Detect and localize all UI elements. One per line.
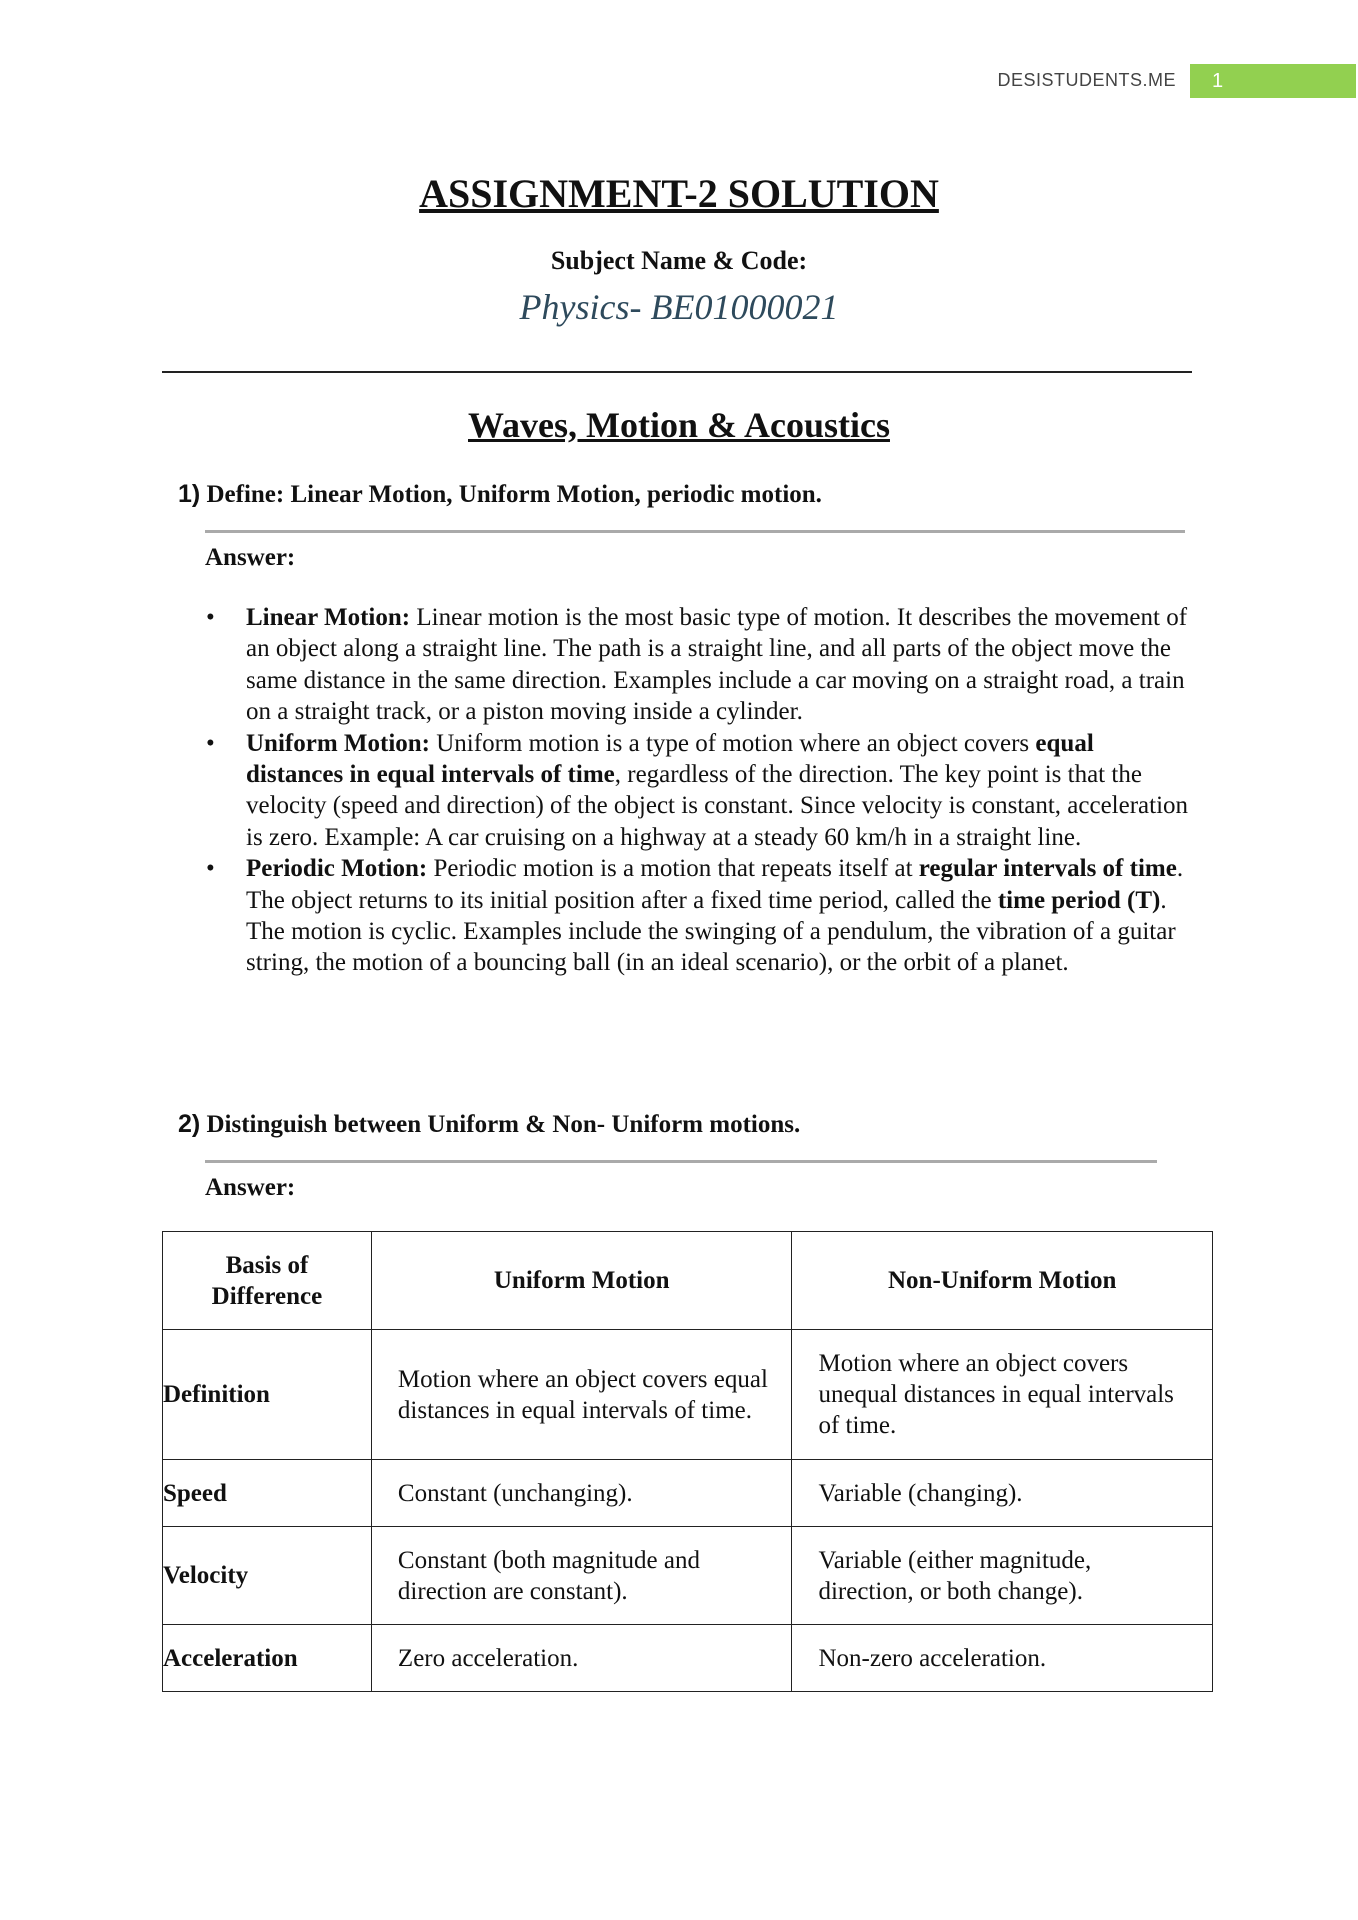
bullet-emphasis: time period (T) (997, 886, 1161, 914)
bullet-text: . The object returns to its initial position after a fixed time period, called the (246, 855, 1184, 914)
list-item (206, 853, 1191, 979)
bullet-term: Linear Motion: (246, 604, 411, 631)
question-2 (178, 1110, 800, 1139)
subject-code: Physics- BE01000021 (519, 287, 839, 327)
question-2-number: 2) (178, 1110, 201, 1138)
document-title: ASSIGNMENT-2 SOLUTION (419, 171, 939, 216)
list-item (206, 602, 1191, 728)
table-cell: Zero acceleration. (371, 1625, 792, 1692)
comparison-table (162, 1231, 1213, 1692)
table-cell: Motion where an object covers equal distances in equal intervals of time. (371, 1330, 792, 1460)
bullet-text: , regardless of the direction. The key point is that the velocity (speed and direction) of the object is constant. Since velocity is constant, acceleration is zero. Example: A car cruising on a highway at a steady 60 km/h in a straight line. (246, 761, 1189, 851)
bullet-emphasis: equal distances in equal intervals of time (246, 729, 1094, 789)
header-site-name: DESISTUDENTS.ME (997, 70, 1176, 90)
table-cell: Velocity (163, 1527, 372, 1625)
question-1-number: 1) (178, 480, 201, 508)
table-cell: Acceleration (163, 1625, 372, 1692)
subject-label: Subject Name & Code: (550, 246, 808, 275)
table-row (163, 1460, 1213, 1527)
table-cell: Variable (changing). (792, 1460, 1213, 1527)
bullet-icon: • (206, 855, 215, 883)
question-1-text: Define: Linear Motion, Uniform Motion, periodic motion. (206, 481, 822, 508)
bullet-text: Uniform motion is a type of motion where an object covers (430, 729, 1036, 757)
table-row (163, 1625, 1213, 1692)
section-title-block (0, 404, 1358, 446)
bullet-term: Periodic Motion: (246, 855, 428, 883)
bullet-text: Periodic motion is a motion that repeats itself at (427, 855, 919, 883)
table-row (163, 1330, 1213, 1460)
question-2-answer-label: Answer: (205, 1174, 296, 1201)
table-cell: Non-zero acceleration. (792, 1625, 1213, 1692)
table-header-cell: Non-Uniform Motion (792, 1232, 1213, 1330)
bullet-term: Uniform Motion: (246, 729, 430, 757)
bullet-emphasis: regular intervals of time (918, 855, 1177, 883)
table-cell: Variable (either magnitude, direction, or both change). (792, 1527, 1213, 1625)
title-divider (162, 371, 1192, 373)
question-1-answer-list (206, 602, 1191, 979)
bullet-icon: • (206, 604, 215, 631)
question-1-answer-label: Answer: (205, 544, 296, 571)
table-cell: Speed (163, 1460, 372, 1527)
question-1-divider (205, 530, 1185, 533)
bullet-icon: • (206, 729, 215, 757)
table-header-cell: Basis of Difference (163, 1232, 372, 1330)
table-row (163, 1527, 1213, 1625)
document-title-block (0, 170, 1358, 217)
table-cell: Motion where an object covers unequal distances in equal intervals of time. (792, 1330, 1213, 1460)
table-cell: Definition (163, 1330, 372, 1460)
question-2-text: Distinguish between Uniform & Non- Uniform motions. (206, 1111, 801, 1138)
bullet-text: Linear motion is the most basic type of motion. It describes the movement of an object along a straight line. The path is a straight line, and all parts of the object move the same distance in the same direction. Examples include a car moving on a straight road, a train on a straight track, or a piston moving inside a cylinder. (246, 604, 1188, 726)
section-title: Waves, Motion & Acoustics (468, 405, 890, 445)
list-item (206, 728, 1191, 854)
header-page-number: 1 (1190, 64, 1356, 98)
table-cell: Constant (unchanging). (371, 1460, 792, 1527)
bullet-text: . The motion is cyclic. Examples include the swinging of a pendulum, the vibration of a guitar string, the motion of a bouncing ball (in an ideal scenario), or the orbit of a planet. (246, 886, 1176, 977)
question-2-divider (205, 1160, 1157, 1163)
question-1 (178, 480, 822, 509)
table-cell: Constant (both magnitude and direction are constant). (371, 1527, 792, 1625)
table-header-cell: Uniform Motion (371, 1232, 792, 1330)
table-header-row (163, 1232, 1213, 1330)
